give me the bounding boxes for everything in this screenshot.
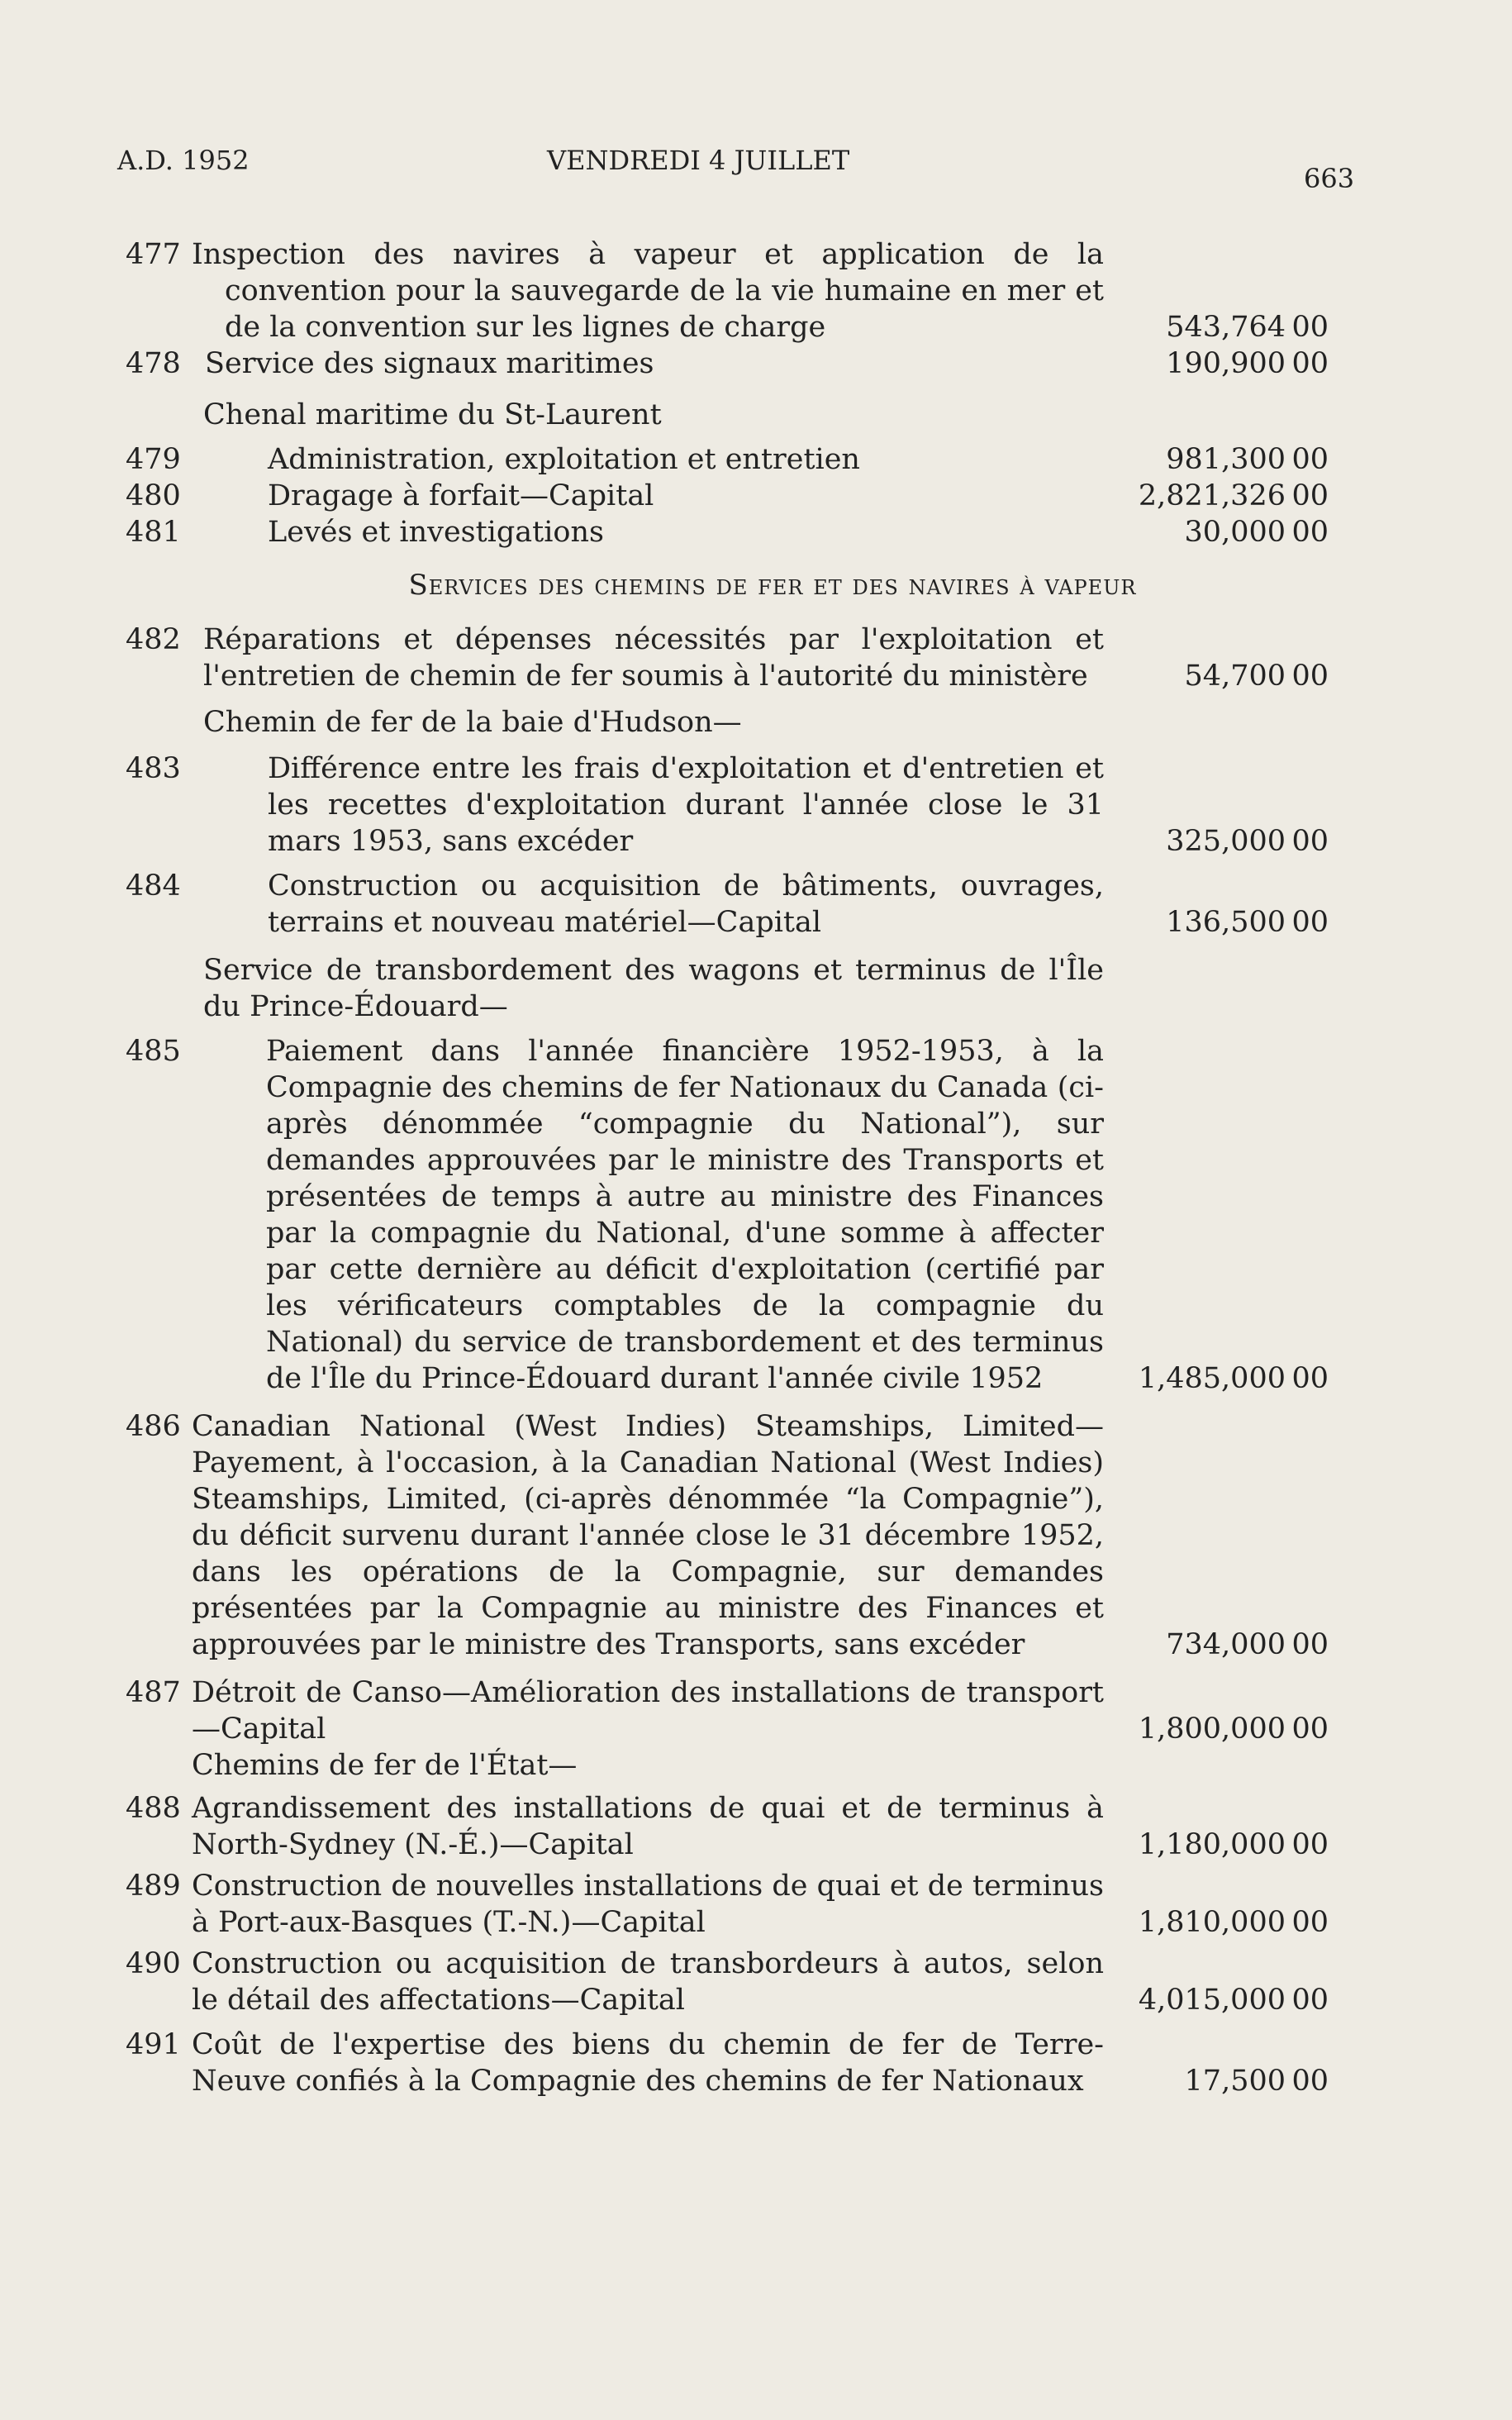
item-amount: 54,700 00 <box>1184 660 1329 693</box>
list-item <box>0 345 1512 382</box>
item-text: Agrandissement des installations de quai et de terminus à North-Sydney (N.-É.)—Capital <box>192 1792 1104 1861</box>
item-amount: 1,180,000 00 <box>1138 1828 1329 1861</box>
list-item <box>0 1868 1512 1941</box>
list-item <box>0 236 1512 345</box>
estimates-list <box>0 236 1512 2099</box>
subsection-heading: Service de transbordement des wagons et terminus de l'Île du Prince-Édouard— <box>203 954 1104 1023</box>
item-number: 478 <box>126 347 181 380</box>
item-number: 486 <box>126 1410 181 1443</box>
item-amount: 17,500 00 <box>1184 2065 1329 2098</box>
item-amount: 30,000 00 <box>1184 516 1329 549</box>
subsection-heading: Chemin de fer de la baie d'Hudson— <box>203 706 742 739</box>
item-text: Construction ou acquisition de transbordeurs à autos, selon le détail des affectations—Capital <box>192 1947 1104 2017</box>
item-number: 477 <box>126 238 181 271</box>
item-text: Réparations et dépenses nécessités par l'exploitation et l'entretien de chemin de fer soumis à l'autorité du ministère <box>203 623 1104 693</box>
item-text: Levés et investigations <box>268 516 604 549</box>
item-number: 490 <box>126 1947 181 1980</box>
item-number: 484 <box>126 869 181 903</box>
item-number: 483 <box>126 752 181 785</box>
item-amount: 543,764 00 <box>1166 311 1329 344</box>
item-amount: 1,810,000 00 <box>1138 1906 1329 1939</box>
item-amount: 1,800,000 00 <box>1138 1713 1329 1746</box>
header-year: A.D. 1952 <box>117 145 250 176</box>
list-item <box>0 1946 1512 2018</box>
list-item <box>0 1033 1512 1397</box>
item-amount: 4,015,000 00 <box>1138 1984 1329 2017</box>
item-text: Construction ou acquisition de bâtiments, ouvrages, terrains et nouveau matériel—Capital <box>268 869 1104 939</box>
item-amount: 2,821,326 00 <box>1138 479 1329 512</box>
item-amount: 190,900 00 <box>1166 347 1329 380</box>
list-item <box>0 441 1512 478</box>
list-item <box>0 478 1512 514</box>
header-date: VENDREDI 4 JUILLET <box>547 145 850 176</box>
item-amount: 325,000 00 <box>1166 825 1329 858</box>
item-amount: 1,485,000 00 <box>1138 1362 1329 1395</box>
item-text: Canadian National (West Indies) Steamships, Limited—Payement, à l'occasion, à la Canadian National (West Indies) Steamships, Limited, (ci-après dénommée “la Compagnie”), du déficit survenu durant l'année close le 31 décembre 1952, dans les opérations de la Compagnie, sur demandes présentées par la Compagnie au ministre des Finances et approuvées par le ministre des Transports, sans excéder <box>192 1410 1104 1661</box>
item-number: 485 <box>126 1035 181 1068</box>
list-item <box>0 1674 1512 1747</box>
item-number: 487 <box>126 1676 181 1709</box>
list-item <box>0 1790 1512 1863</box>
subsection-heading: Chenal maritime du St-Laurent <box>203 398 662 431</box>
list-item <box>0 750 1512 860</box>
item-amount: 136,500 00 <box>1166 906 1329 939</box>
item-number: 481 <box>126 516 181 549</box>
item-text: Service des signaux maritimes <box>205 347 654 380</box>
item-text: Coût de l'expertise des biens du chemin de fer de Terre-Neuve confiés à la Compagnie des chemins de fer Nationaux <box>192 2028 1104 2098</box>
item-text: Détroit de Canso—Amélioration des installations de transport—Capital <box>192 1676 1104 1746</box>
list-item <box>0 2027 1512 2099</box>
list-item <box>0 622 1512 694</box>
list-item <box>0 1408 1512 1663</box>
list-item <box>0 868 1512 941</box>
item-text: Administration, exploitation et entretien <box>268 443 860 476</box>
item-text: Inspection des navires à vapeur et application de la convention pour la sauvegarde de la vie humaine en mer et de la convention sur les lignes de charge <box>192 238 1104 344</box>
item-text: Différence entre les frais d'exploitation et d'entretien et les recettes d'exploitation durant l'année close le 31 mars 1953, sans excéder <box>268 752 1104 858</box>
page-header <box>0 145 1512 194</box>
item-number: 489 <box>126 1870 181 1903</box>
item-amount: 734,000 00 <box>1166 1628 1329 1661</box>
list-item <box>0 514 1512 550</box>
item-text: Construction de nouvelles installations de quai et de terminus à Port-aux-Basques (T.-N.)—Capital <box>192 1870 1104 1939</box>
item-number: 488 <box>126 1792 181 1825</box>
section-heading: Services des chemins de fer et des navires à vapeur <box>408 569 1137 602</box>
page-number: 663 <box>1304 163 1355 194</box>
item-text: Dragage à forfait—Capital <box>268 479 654 512</box>
item-amount: 981,300 00 <box>1166 443 1329 476</box>
item-number: 491 <box>126 2028 181 2061</box>
subsection-heading: Chemins de fer de l'État— <box>192 1749 578 1782</box>
item-number: 479 <box>126 443 181 476</box>
item-number: 482 <box>126 623 181 656</box>
item-number: 480 <box>126 479 181 512</box>
item-text: Paiement dans l'année financière 1952-1953, à la Compagnie des chemins de fer Nationaux du Canada (ci-après dénommée “compagnie du National”), sur demandes approuvées par le ministre des Transports et présentées de temps à autre au ministre des Finances par la compagnie du National, d'une somme à affecter par cette dernière au déficit d'exploitation (certifié par les vérificateurs comptables de la compagnie du National) du service de transbordement et des terminus de l'Île du Prince-Édouard durant l'année civile 1952 <box>266 1035 1104 1395</box>
